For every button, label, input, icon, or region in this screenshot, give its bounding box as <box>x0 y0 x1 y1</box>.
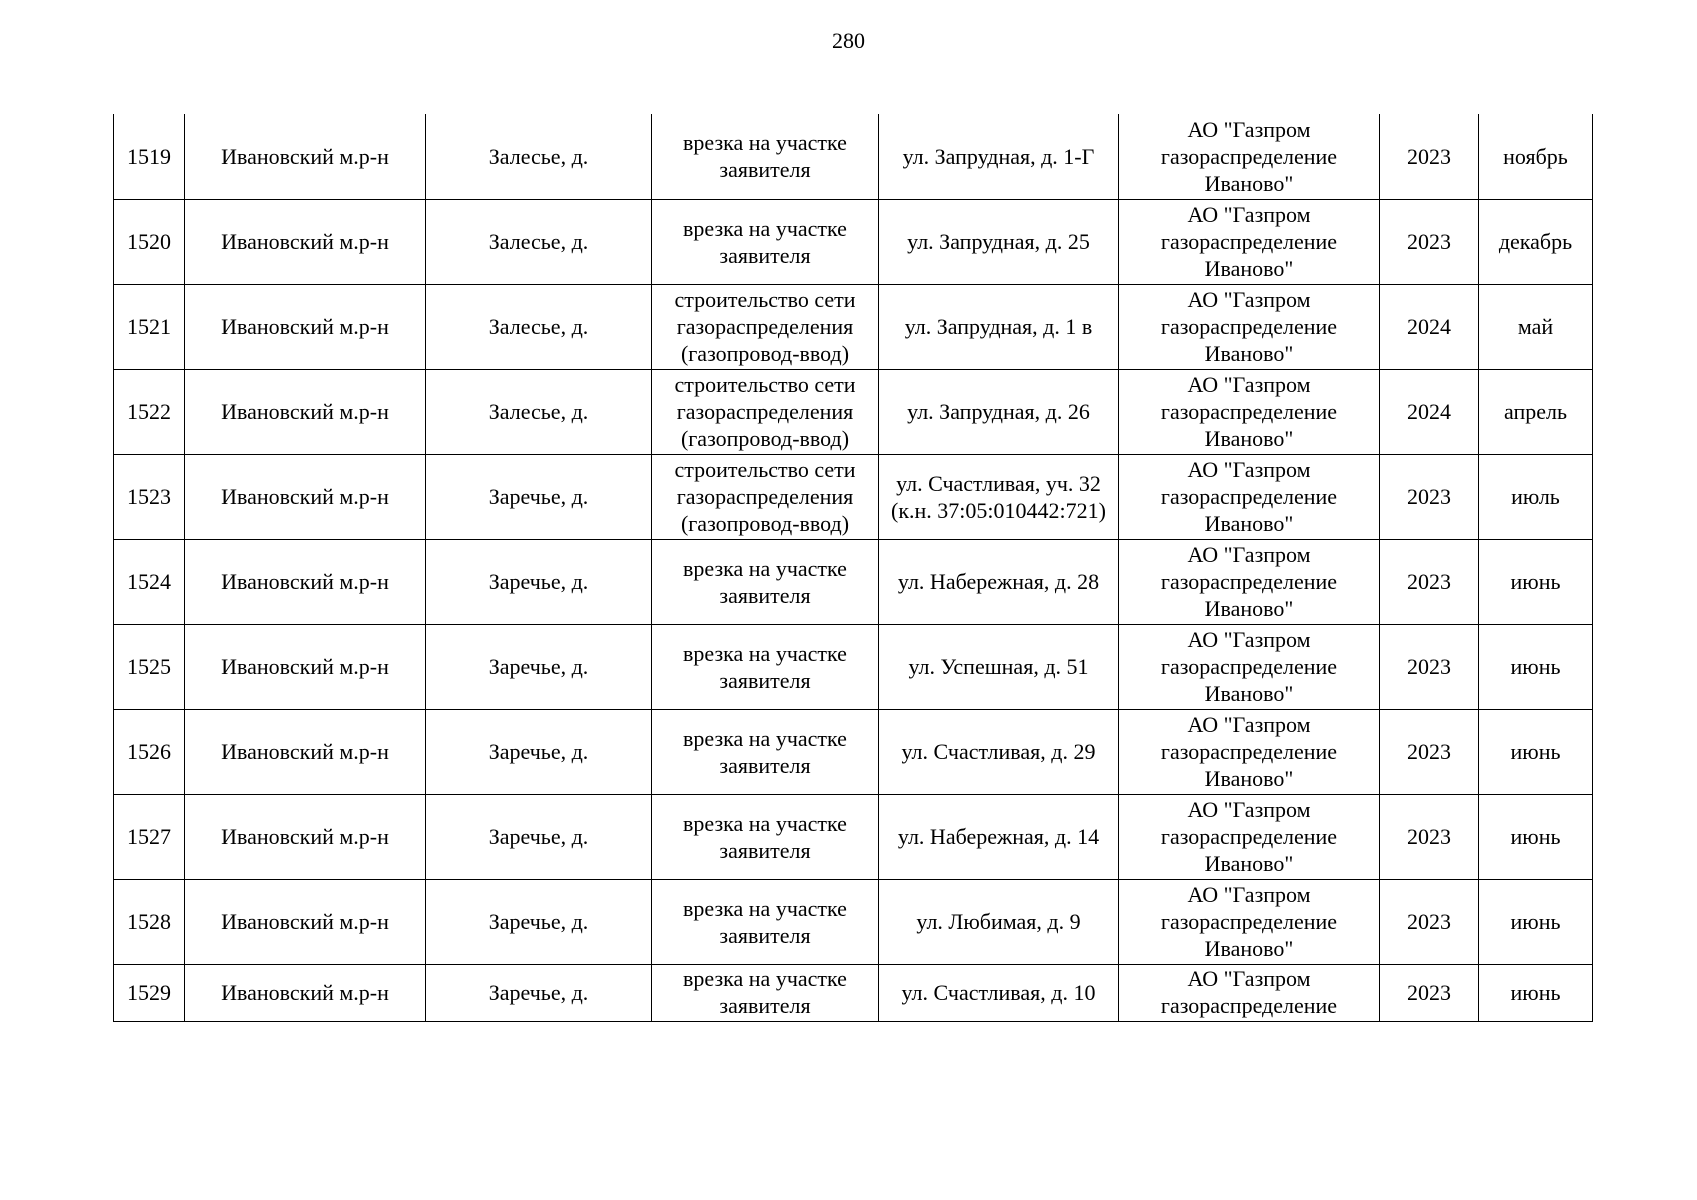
cell-year: 2023 <box>1380 624 1479 709</box>
cell-address: ул. Успешная, д. 51 <box>879 624 1119 709</box>
cell-year: 2023 <box>1380 539 1479 624</box>
cell-address: ул. Счастливая, д. 29 <box>879 709 1119 794</box>
cell-address: ул. Запрудная, д. 26 <box>879 369 1119 454</box>
cell-month: июнь <box>1479 879 1593 964</box>
cell-org: АО "Газпром газораспределение <box>1119 964 1380 1021</box>
cell-district: Ивановский м.р-н <box>185 794 426 879</box>
cell-month: июнь <box>1479 539 1593 624</box>
cell-address: ул. Запрудная, д. 25 <box>879 199 1119 284</box>
cell-num: 1527 <box>114 794 185 879</box>
cell-settlement: Заречье, д. <box>426 539 652 624</box>
page-number: 280 <box>832 28 865 53</box>
cell-district: Ивановский м.р-н <box>185 964 426 1021</box>
cell-year: 2023 <box>1380 964 1479 1021</box>
cell-settlement: Заречье, д. <box>426 794 652 879</box>
cell-work: строительство сети газораспределения (газопровод-ввод) <box>652 284 879 369</box>
cell-org: АО "Газпром газораспределение Иваново" <box>1119 539 1380 624</box>
table-row <box>114 284 1593 369</box>
table-row <box>114 539 1593 624</box>
gasification-table <box>113 114 1593 1022</box>
cell-org: АО "Газпром газораспределение Иваново" <box>1119 199 1380 284</box>
cell-org: АО "Газпром газораспределение Иваново" <box>1119 284 1380 369</box>
cell-settlement: Залесье, д. <box>426 114 652 199</box>
cell-work: врезка на участке заявителя <box>652 539 879 624</box>
cell-year: 2023 <box>1380 199 1479 284</box>
cell-month: июль <box>1479 454 1593 539</box>
cell-address: ул. Набережная, д. 28 <box>879 539 1119 624</box>
cell-settlement: Залесье, д. <box>426 199 652 284</box>
cell-month: июнь <box>1479 709 1593 794</box>
cell-org: АО "Газпром газораспределение Иваново" <box>1119 624 1380 709</box>
cell-address: ул. Счастливая, д. 10 <box>879 964 1119 1021</box>
cell-address: ул. Запрудная, д. 1 в <box>879 284 1119 369</box>
cell-year: 2024 <box>1380 369 1479 454</box>
cell-org: АО "Газпром газораспределение Иваново" <box>1119 879 1380 964</box>
cell-num: 1525 <box>114 624 185 709</box>
cell-num: 1528 <box>114 879 185 964</box>
cell-month: май <box>1479 284 1593 369</box>
cell-work: врезка на участке заявителя <box>652 709 879 794</box>
cell-month: июнь <box>1479 964 1593 1021</box>
cell-district: Ивановский м.р-н <box>185 709 426 794</box>
cell-year: 2024 <box>1380 284 1479 369</box>
table-row <box>114 964 1593 1021</box>
cell-district: Ивановский м.р-н <box>185 454 426 539</box>
cell-num: 1519 <box>114 114 185 199</box>
cell-work: врезка на участке заявителя <box>652 964 879 1021</box>
cell-district: Ивановский м.р-н <box>185 624 426 709</box>
cell-work: строительство сети газораспределения (газопровод-ввод) <box>652 454 879 539</box>
cell-settlement: Заречье, д. <box>426 964 652 1021</box>
cell-settlement: Залесье, д. <box>426 284 652 369</box>
table-row <box>114 454 1593 539</box>
cell-settlement: Залесье, д. <box>426 369 652 454</box>
cell-district: Ивановский м.р-н <box>185 284 426 369</box>
cell-district: Ивановский м.р-н <box>185 199 426 284</box>
cell-num: 1520 <box>114 199 185 284</box>
cell-settlement: Заречье, д. <box>426 709 652 794</box>
cell-year: 2023 <box>1380 879 1479 964</box>
table-row <box>114 114 1593 199</box>
cell-settlement: Заречье, д. <box>426 624 652 709</box>
cell-work: врезка на участке заявителя <box>652 794 879 879</box>
table-row <box>114 879 1593 964</box>
table-row <box>114 624 1593 709</box>
cell-org: АО "Газпром газораспределение Иваново" <box>1119 794 1380 879</box>
cell-district: Ивановский м.р-н <box>185 114 426 199</box>
cell-num: 1526 <box>114 709 185 794</box>
cell-work: строительство сети газораспределения (газопровод-ввод) <box>652 369 879 454</box>
cell-year: 2023 <box>1380 114 1479 199</box>
cell-num: 1524 <box>114 539 185 624</box>
cell-month: июнь <box>1479 624 1593 709</box>
cell-org: АО "Газпром газораспределение Иваново" <box>1119 369 1380 454</box>
cell-address: ул. Счастливая, уч. 32 (к.н. 37:05:010442:721) <box>879 454 1119 539</box>
table-row <box>114 709 1593 794</box>
cell-settlement: Заречье, д. <box>426 879 652 964</box>
cell-year: 2023 <box>1380 794 1479 879</box>
cell-district: Ивановский м.р-н <box>185 369 426 454</box>
cell-address: ул. Любимая, д. 9 <box>879 879 1119 964</box>
cell-settlement: Заречье, д. <box>426 454 652 539</box>
cell-district: Ивановский м.р-н <box>185 879 426 964</box>
cell-month: ноябрь <box>1479 114 1593 199</box>
cell-org: АО "Газпром газораспределение Иваново" <box>1119 114 1380 199</box>
cell-district: Ивановский м.р-н <box>185 539 426 624</box>
cell-work: врезка на участке заявителя <box>652 199 879 284</box>
cell-month: апрель <box>1479 369 1593 454</box>
cell-month: июнь <box>1479 794 1593 879</box>
cell-num: 1529 <box>114 964 185 1021</box>
cell-address: ул. Запрудная, д. 1-Г <box>879 114 1119 199</box>
cell-year: 2023 <box>1380 709 1479 794</box>
cell-num: 1522 <box>114 369 185 454</box>
cell-num: 1521 <box>114 284 185 369</box>
cell-month: декабрь <box>1479 199 1593 284</box>
cell-address: ул. Набережная, д. 14 <box>879 794 1119 879</box>
table-row <box>114 794 1593 879</box>
table-row <box>114 199 1593 284</box>
table-row <box>114 369 1593 454</box>
cell-org: АО "Газпром газораспределение Иваново" <box>1119 709 1380 794</box>
cell-work: врезка на участке заявителя <box>652 879 879 964</box>
cell-work: врезка на участке заявителя <box>652 114 879 199</box>
cell-year: 2023 <box>1380 454 1479 539</box>
cell-num: 1523 <box>114 454 185 539</box>
cell-org: АО "Газпром газораспределение Иваново" <box>1119 454 1380 539</box>
cell-work: врезка на участке заявителя <box>652 624 879 709</box>
